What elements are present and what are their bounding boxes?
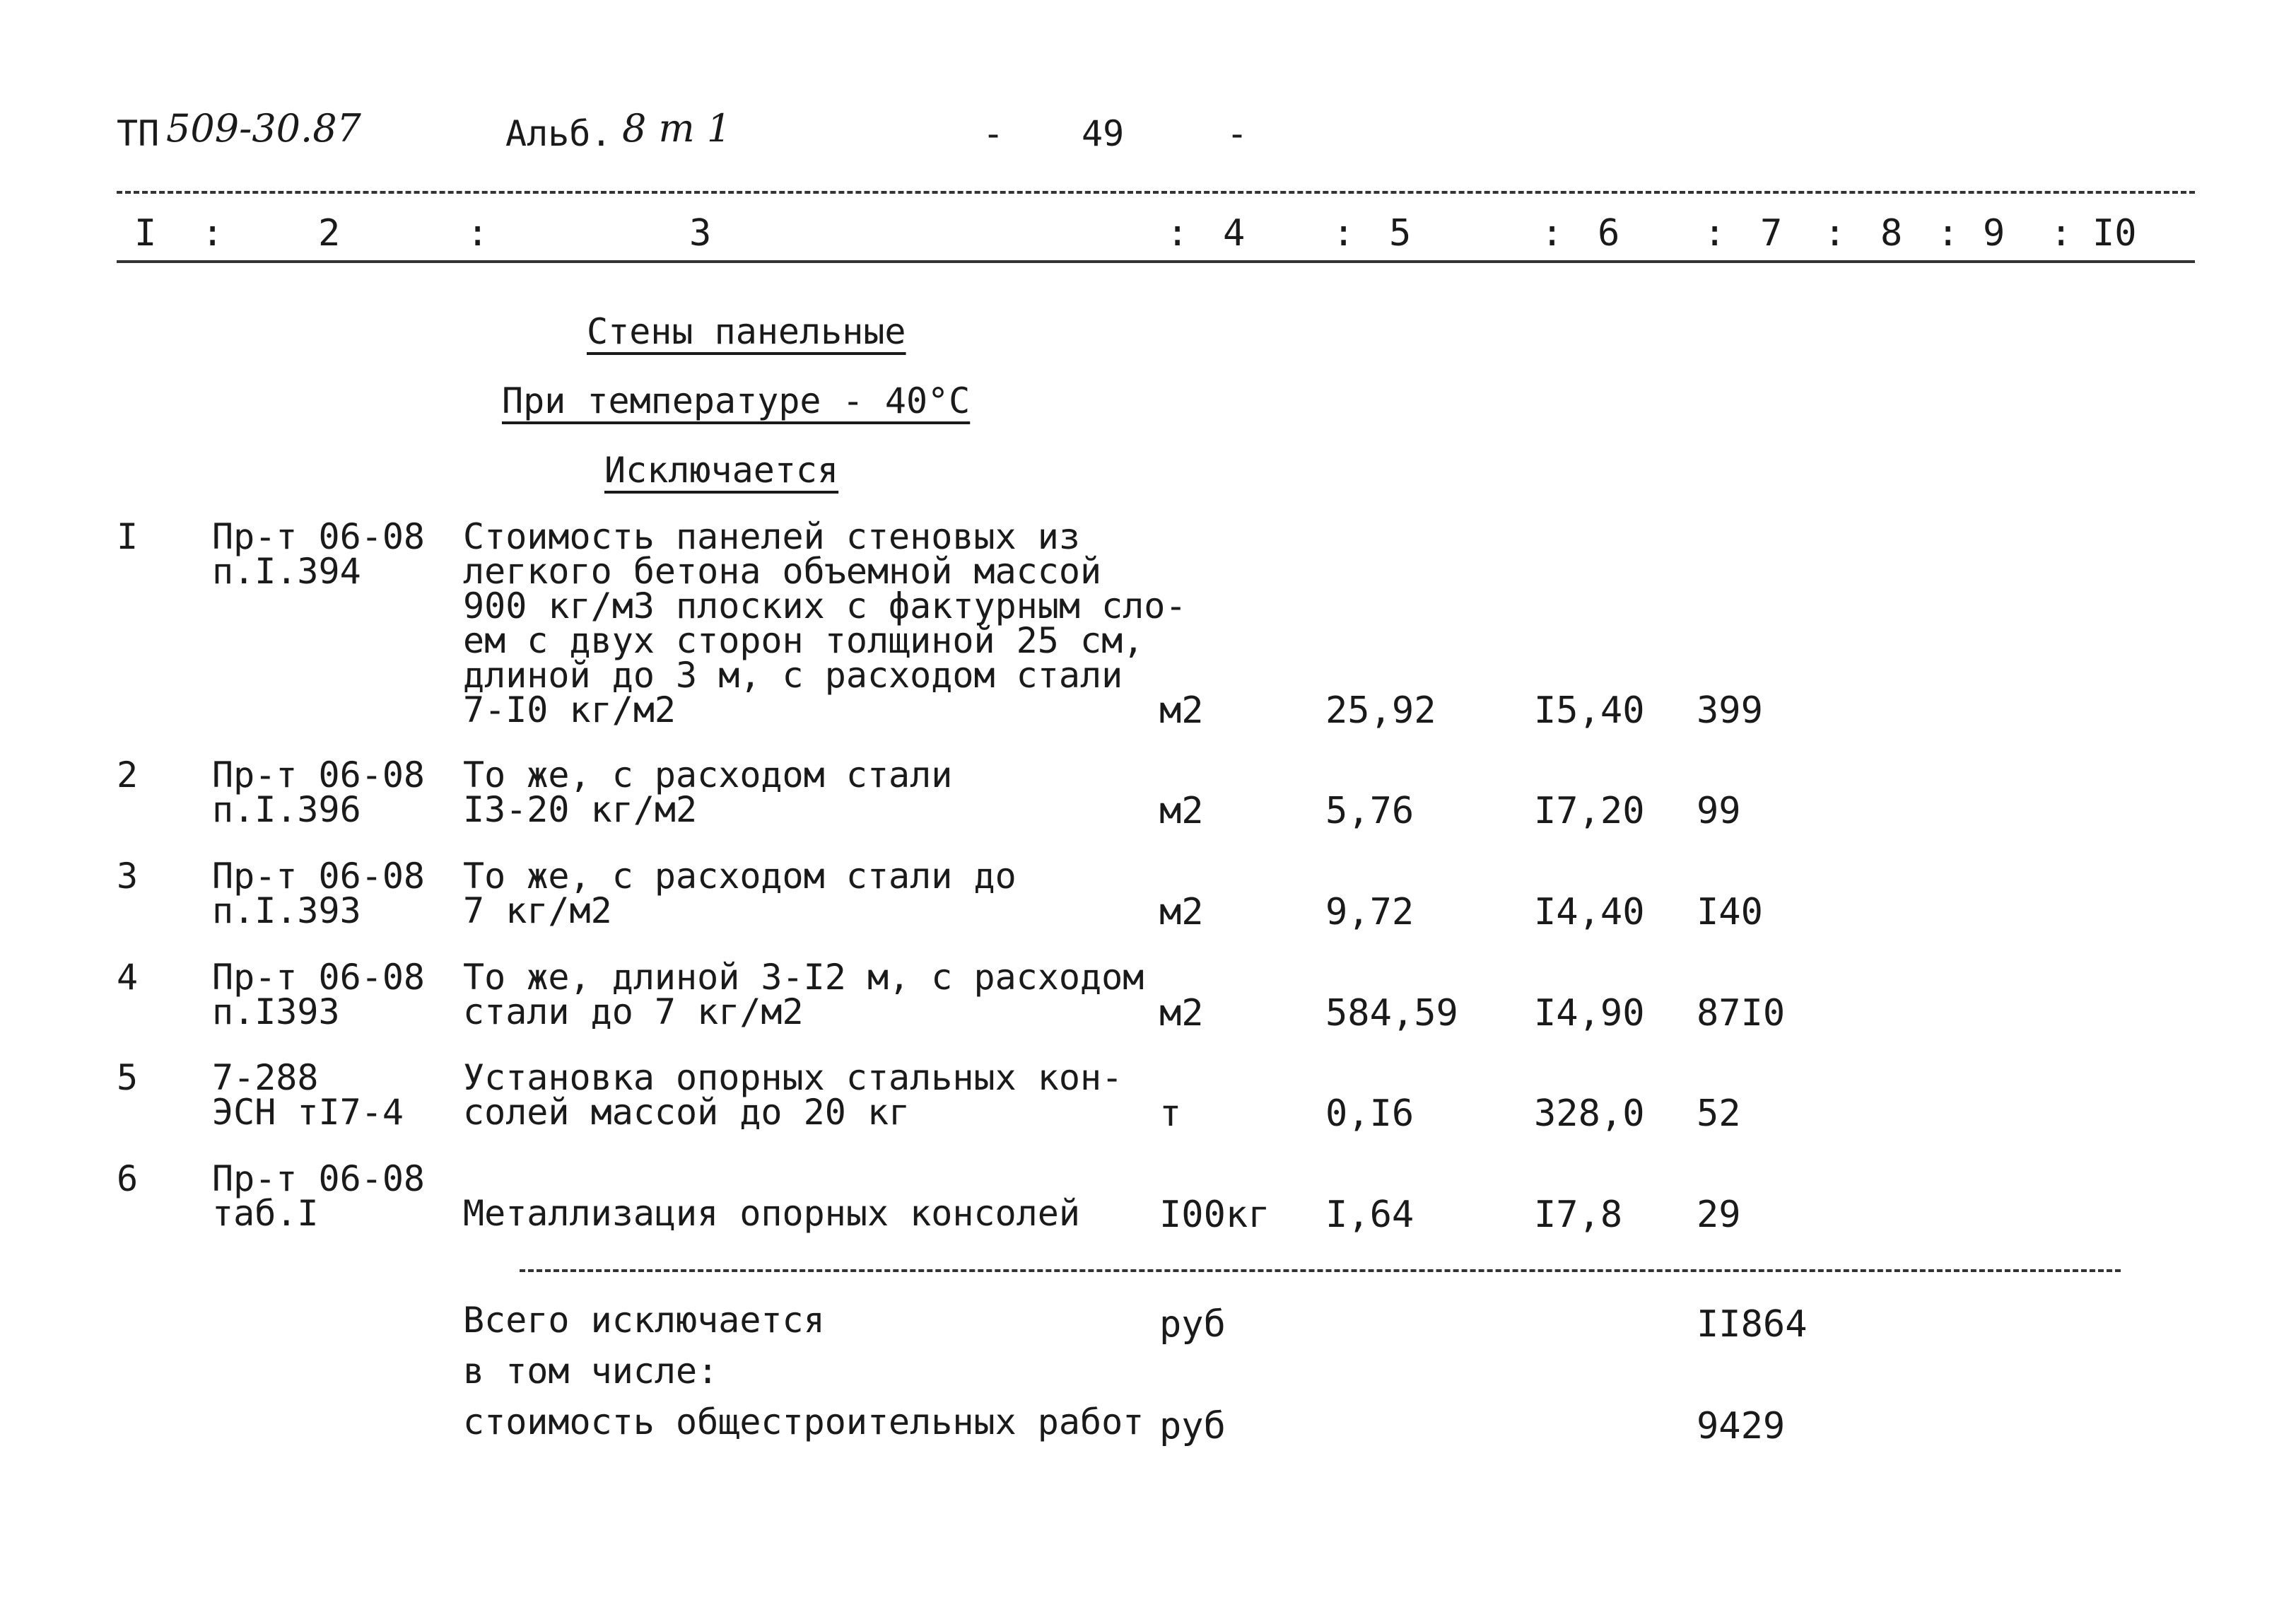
row-2-qty: 5,76 <box>1325 790 1414 832</box>
row-3-unit: м2 <box>1159 891 1204 933</box>
row-3-price: I4,40 <box>1534 891 1645 933</box>
row-1-unit: м2 <box>1159 689 1204 732</box>
row-1-desc-line-3: 900 кг/м3 плоских с фактурным сло- <box>463 585 1187 626</box>
column-separator: : <box>1704 212 1726 255</box>
row-5-price: 328,0 <box>1534 1092 1645 1135</box>
row-3-ref-line-2: п.I.393 <box>212 890 361 931</box>
total-unit: руб <box>1159 1303 1226 1346</box>
total-label: Всего исключается <box>463 1300 825 1341</box>
page-number: 49 <box>1082 113 1125 154</box>
row-4-desc-line-2: стали до 7 кг/м2 <box>463 991 804 1032</box>
row-6-ref-line-1: Пр-т 06-08 <box>212 1158 426 1199</box>
column-separator: : <box>1824 212 1846 255</box>
row-5-ref-line-1: 7-288 <box>212 1057 319 1098</box>
album-prefix: Альб. <box>505 113 612 154</box>
header-rule-bottom <box>117 260 2195 263</box>
row-2-ref-line-2: п.I.396 <box>212 789 361 830</box>
section-title: Стены панельные <box>587 311 906 352</box>
row-3-number: 3 <box>117 856 139 897</box>
section-action: Исключается <box>604 450 839 491</box>
row-6-ref-line-2: таб.I <box>212 1193 319 1234</box>
row-2-cost: 99 <box>1697 790 1741 832</box>
row-1-cost: 399 <box>1697 689 1763 732</box>
general-works-label: стоимость общестроительных работ <box>463 1401 1144 1442</box>
row-4-ref-line-2: п.I393 <box>212 991 340 1032</box>
general-works-unit: руб <box>1159 1405 1226 1447</box>
row-1-number: I <box>117 516 139 557</box>
row-1-ref-line-1: Пр-т 06-08 <box>212 516 426 557</box>
row-4-unit: м2 <box>1159 992 1204 1034</box>
row-2-unit: м2 <box>1159 790 1204 832</box>
row-1-price: I5,40 <box>1534 689 1645 732</box>
row-5-cost: 52 <box>1697 1092 1741 1135</box>
row-1-desc-line-5: длиной до 3 м, с расходом стали <box>463 655 1123 696</box>
row-5-qty: 0,I6 <box>1325 1092 1414 1135</box>
column-number-2: 2 <box>318 212 341 255</box>
row-2-desc-line-2: I3-20 кг/м2 <box>463 789 698 830</box>
row-1-ref-line-2: п.I.394 <box>212 551 361 592</box>
album-number: 8 т 1 <box>622 106 732 151</box>
row-5-desc-line-1: Установка опорных стальных кон- <box>463 1057 1123 1098</box>
row-4-number: 4 <box>117 957 139 998</box>
column-separator: : <box>201 212 224 255</box>
row-6-unit: I00кг <box>1159 1194 1270 1236</box>
column-separator: : <box>2050 212 2073 255</box>
row-4-qty: 584,59 <box>1325 992 1458 1034</box>
totals-separator <box>520 1269 2121 1272</box>
row-3-desc-line-1: То же, с расходом стали до <box>463 856 1017 897</box>
doc-code-number: 509-30.87 <box>166 106 361 151</box>
total-value: II864 <box>1697 1303 1808 1346</box>
row-4-price: I4,90 <box>1534 992 1645 1034</box>
column-separator: : <box>1937 212 1960 255</box>
row-4-cost: 87I0 <box>1697 992 1786 1034</box>
row-1-desc-line-4: ем с двух сторон толщиной 25 см, <box>463 620 1144 661</box>
column-separator: : <box>467 212 489 255</box>
row-3-qty: 9,72 <box>1325 891 1414 933</box>
general-works-value: 9429 <box>1697 1405 1786 1447</box>
section-subtitle: При температуре - 40°С <box>502 380 971 421</box>
page-dash-left: - <box>983 113 1004 154</box>
row-6-desc-line-2: Металлизация опорных консолей <box>463 1193 1080 1234</box>
row-6-price: I7,8 <box>1534 1194 1623 1236</box>
column-number-5: 5 <box>1389 212 1412 255</box>
row-4-desc-line-1: То же, длиной 3-I2 м, с расходом <box>463 957 1144 998</box>
row-5-number: 5 <box>117 1057 139 1098</box>
column-number-10: I0 <box>2092 212 2137 255</box>
row-1-desc-line-2: легкого бетона объемной массой <box>463 551 1102 592</box>
column-number-9: 9 <box>1983 212 2005 255</box>
row-2-number: 2 <box>117 754 139 795</box>
row-3-desc-line-2: 7 кг/м2 <box>463 890 612 931</box>
row-2-price: I7,20 <box>1534 790 1645 832</box>
row-4-ref-line-1: Пр-т 06-08 <box>212 957 426 998</box>
row-6-qty: I,64 <box>1325 1194 1414 1236</box>
row-5-desc-line-2: солей массой до 20 кг <box>463 1092 910 1133</box>
page-dash-right: - <box>1226 113 1248 154</box>
row-2-desc-line-1: То же, с расходом стали <box>463 754 953 795</box>
row-2-ref-line-1: Пр-т 06-08 <box>212 754 426 795</box>
column-number-3: 3 <box>689 212 712 255</box>
column-number-7: 7 <box>1760 212 1783 255</box>
row-1-desc-line-1: Стоимость панелей стеновых из <box>463 516 1080 557</box>
column-separator: : <box>1332 212 1355 255</box>
header-rule-top <box>117 191 2195 194</box>
row-5-unit: т <box>1159 1092 1182 1135</box>
column-number-6: 6 <box>1598 212 1620 255</box>
row-1-desc-line-6: 7-I0 кг/м2 <box>463 689 676 730</box>
column-number-4: 4 <box>1223 212 1246 255</box>
column-number-8: 8 <box>1880 212 1903 255</box>
including-label: в том числе: <box>463 1351 719 1392</box>
column-separator: : <box>1166 212 1189 255</box>
row-6-cost: 29 <box>1697 1194 1741 1236</box>
row-1-qty: 25,92 <box>1325 689 1436 732</box>
row-3-cost: I40 <box>1697 891 1763 933</box>
doc-code-prefix: ТП <box>117 113 160 154</box>
row-6-number: 6 <box>117 1158 139 1199</box>
column-number-1: I <box>134 212 157 255</box>
column-separator: : <box>1541 212 1564 255</box>
row-5-ref-line-2: ЭСН тI7-4 <box>212 1092 404 1133</box>
row-3-ref-line-1: Пр-т 06-08 <box>212 856 426 897</box>
